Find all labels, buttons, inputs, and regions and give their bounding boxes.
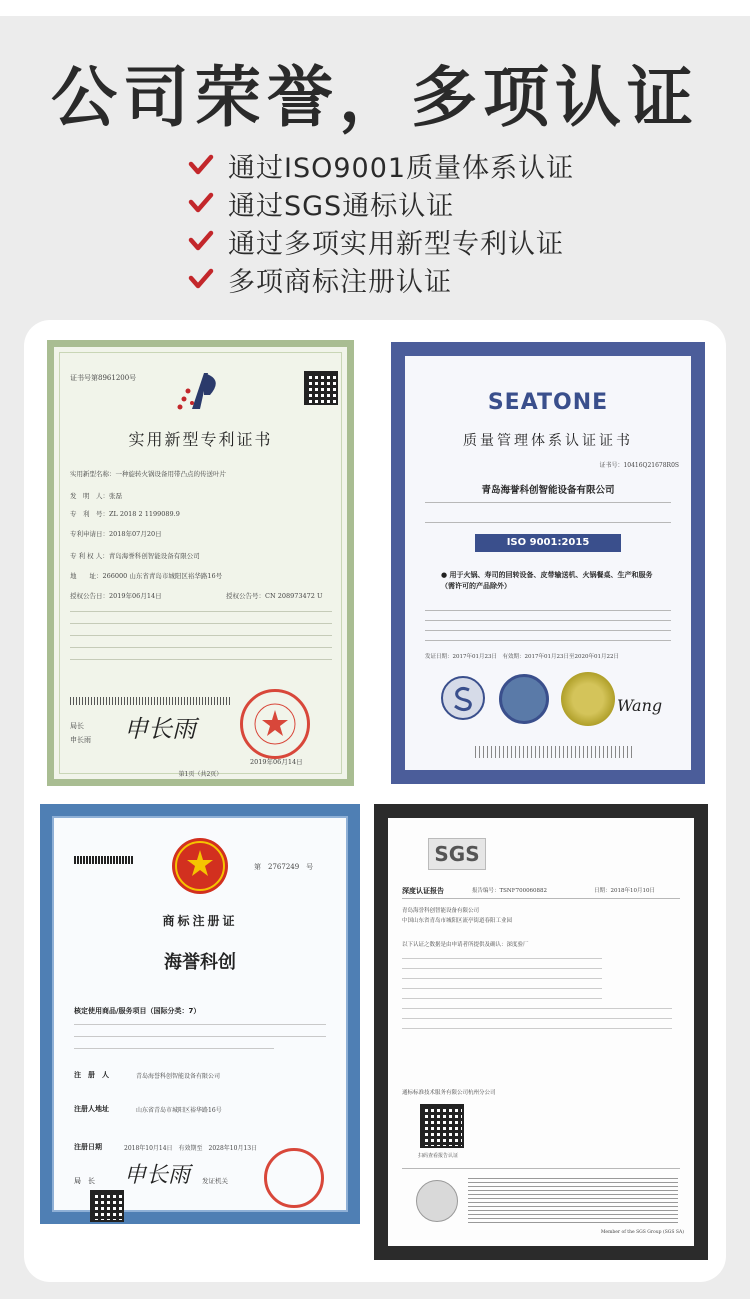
- trademark-certificate: [40, 804, 360, 1224]
- sgs-address: 中国山东省青岛市城阳区流亭街道春阳工业园: [402, 918, 513, 924]
- point-text: 通过ISO9001质量体系认证: [228, 152, 575, 184]
- iso-gold-seal: [561, 672, 615, 726]
- sgs-company: 青岛海誉科创智能设备有限公司: [402, 908, 480, 914]
- patent-text-line: [70, 659, 332, 660]
- iso-heading: 质量管理体系认证证书: [463, 433, 633, 449]
- trademark-valid-label: 注册日期: [74, 1143, 102, 1151]
- sgs-logo: SGS: [428, 838, 486, 870]
- patent-page: 第1页（共2页）: [178, 771, 223, 778]
- patent-text-line: [70, 623, 332, 624]
- point-item: [188, 184, 574, 222]
- patent-text-line: [70, 611, 332, 612]
- trademark-mark: 海誉科创: [164, 952, 236, 973]
- trademark-text-line: [74, 1036, 326, 1037]
- accreditation-icon: [443, 678, 483, 718]
- sgs-qr-code: [420, 1104, 464, 1148]
- patent-inventor: 发 明 人：张磊: [70, 492, 122, 500]
- sgs-text-line: [402, 1008, 672, 1009]
- point-text: 通过SGS通标认证: [228, 190, 455, 222]
- iso-logo: SEATONE: [487, 390, 609, 415]
- sgs-report-no: 报告编号：TSNF700060882: [472, 888, 548, 894]
- iso-certificate: [391, 342, 705, 784]
- patent-signature: 申长雨: [124, 715, 196, 743]
- trademark-barcode: [74, 856, 134, 864]
- iso-divider: [425, 522, 671, 523]
- trademark-text-line: [74, 1024, 326, 1025]
- sgs-text-line: [402, 998, 602, 999]
- sgs-text-line: [402, 958, 602, 959]
- iso-paper: [405, 356, 691, 770]
- patent-qr-code: [304, 371, 338, 405]
- national-emblem-icon: [172, 838, 228, 894]
- top-band: [0, 0, 750, 16]
- point-item: [188, 146, 574, 184]
- patent-address: 地 址：266000 山东省青岛市城阳区裕华路16号: [70, 572, 223, 580]
- check-icon: [188, 230, 214, 252]
- page-title: 公司荣誉，多项认证: [51, 59, 699, 136]
- sgs-text-line: [402, 988, 602, 989]
- sgs-paper: [388, 818, 694, 1246]
- seal-emblem-icon: [243, 692, 307, 756]
- sgs-certificate: [374, 804, 708, 1260]
- iso-text-line: [425, 620, 671, 621]
- iso-signature: Wang: [617, 696, 663, 715]
- iso-accreditation-logo: [441, 676, 485, 720]
- sgs-fine-print: [468, 1178, 678, 1224]
- iso-standard-badge: ISO 9001:2015: [475, 534, 621, 552]
- trademark-goods: 核定使用商品/服务项目（国际分类：7）: [74, 1007, 201, 1015]
- trademark-seal: [264, 1148, 324, 1208]
- point-text: 多项商标注册认证: [228, 266, 452, 298]
- patent-patentee: 专 利 权 人：青岛海誉科创智能设备有限公司: [70, 552, 200, 560]
- patent-director-label: 局长: [70, 722, 84, 730]
- point-item: [188, 222, 574, 260]
- sgs-issuer: 通标标准技术服务有限公司杭州分公司: [402, 1090, 496, 1096]
- trademark-reg-no: 第 2767249 号: [254, 863, 314, 871]
- iso-company: 青岛海誉科创智能设备有限公司: [481, 485, 615, 496]
- check-icon: [188, 268, 214, 290]
- trademark-registrant-label: 注 册 人: [74, 1071, 109, 1079]
- iso-seatone-seal: [499, 674, 549, 724]
- patent-pub-no: 授权公告号：CN 208973472 U: [226, 592, 323, 600]
- trademark-heading: 商标注册证: [162, 914, 238, 928]
- iso-text-line: [425, 640, 671, 641]
- iso-text-line: [425, 630, 671, 631]
- trademark-address: 山东省青岛市城阳区裕华路16号: [136, 1107, 222, 1114]
- iso-scope: ● 用于火锅、寿司的回转设备、皮带输送机、火锅餐桌、生产和服务（需许可的产品除外）: [441, 571, 653, 590]
- trademark-signature: 申长雨: [124, 1163, 191, 1188]
- sgs-scan-hint: 扫码查看报告认证: [418, 1153, 459, 1159]
- sgs-text-line: [402, 978, 602, 979]
- check-icon: [188, 154, 214, 176]
- trademark-director-label: 局 长: [74, 1177, 95, 1185]
- points-list: [188, 146, 574, 298]
- trademark-valid: 2018年10月14日 有效期至 2028年10月13日: [124, 1145, 258, 1152]
- sgs-divider: [402, 1168, 680, 1169]
- patent-emblem-icon: [174, 369, 230, 413]
- patent-text-line: [70, 635, 332, 636]
- iso-cert-no: 证书号：10416Q21678R0S: [599, 462, 679, 469]
- trademark-paper: [52, 816, 348, 1212]
- patent-heading: 实用新型专利证书: [128, 430, 273, 449]
- trademark-qr-code: [90, 1190, 124, 1222]
- patent-grant-date: 授权公告日：2019年06月14日: [70, 592, 162, 600]
- patent-certificate: [47, 340, 354, 786]
- sgs-text-line: [402, 1018, 672, 1019]
- point-item: [188, 260, 574, 298]
- trademark-text-line: [74, 1048, 274, 1049]
- patent-barcode: [70, 697, 230, 705]
- patent-filing-date: 专利申请日：2018年07月20日: [70, 530, 162, 538]
- sgs-text-line: [402, 968, 602, 969]
- patent-text-line: [70, 647, 332, 648]
- patent-seal: [240, 689, 310, 759]
- iso-dates: 发证日期：2017年01月23日 有效期：2017年01月23日至2020年01月22日: [425, 654, 619, 660]
- sgs-footer: Member of the SGS Group (SGS SA): [600, 1230, 684, 1235]
- iso-footer-text: [475, 746, 635, 758]
- sgs-badge-icon: [416, 1180, 458, 1222]
- sgs-report-title: 深度认证报告: [402, 887, 444, 895]
- sgs-report-date: 日期：2018年10月10日: [594, 888, 655, 894]
- emblem-star-icon: [172, 838, 228, 894]
- iso-text-line: [425, 610, 671, 611]
- sgs-divider: [402, 898, 680, 899]
- sgs-text-line: [402, 1028, 672, 1029]
- patent-invention-name: 实用新型名称：一种旋转火锅设备用带凸点的传送叶片: [70, 470, 226, 478]
- patent-cert-no: 证书号第8961200号: [70, 374, 137, 382]
- iso-divider: [425, 502, 671, 503]
- patent-seal-date: 2019年06月14日: [250, 758, 303, 766]
- trademark-registrant: 青岛海誉科创智能设备有限公司: [136, 1073, 221, 1080]
- patent-director-name: 申长雨: [70, 736, 91, 744]
- trademark-issuer: 发证机关: [202, 1177, 228, 1185]
- patent-number: 专 利 号：ZL 2018 2 1199089.9: [70, 510, 180, 518]
- check-icon: [188, 192, 214, 214]
- sgs-intro: 以下认证之数据是由申请者所提供及确认：深度验厂: [402, 942, 529, 948]
- point-text: 通过多项实用新型专利认证: [228, 228, 564, 260]
- trademark-address-label: 注册人地址: [74, 1105, 109, 1113]
